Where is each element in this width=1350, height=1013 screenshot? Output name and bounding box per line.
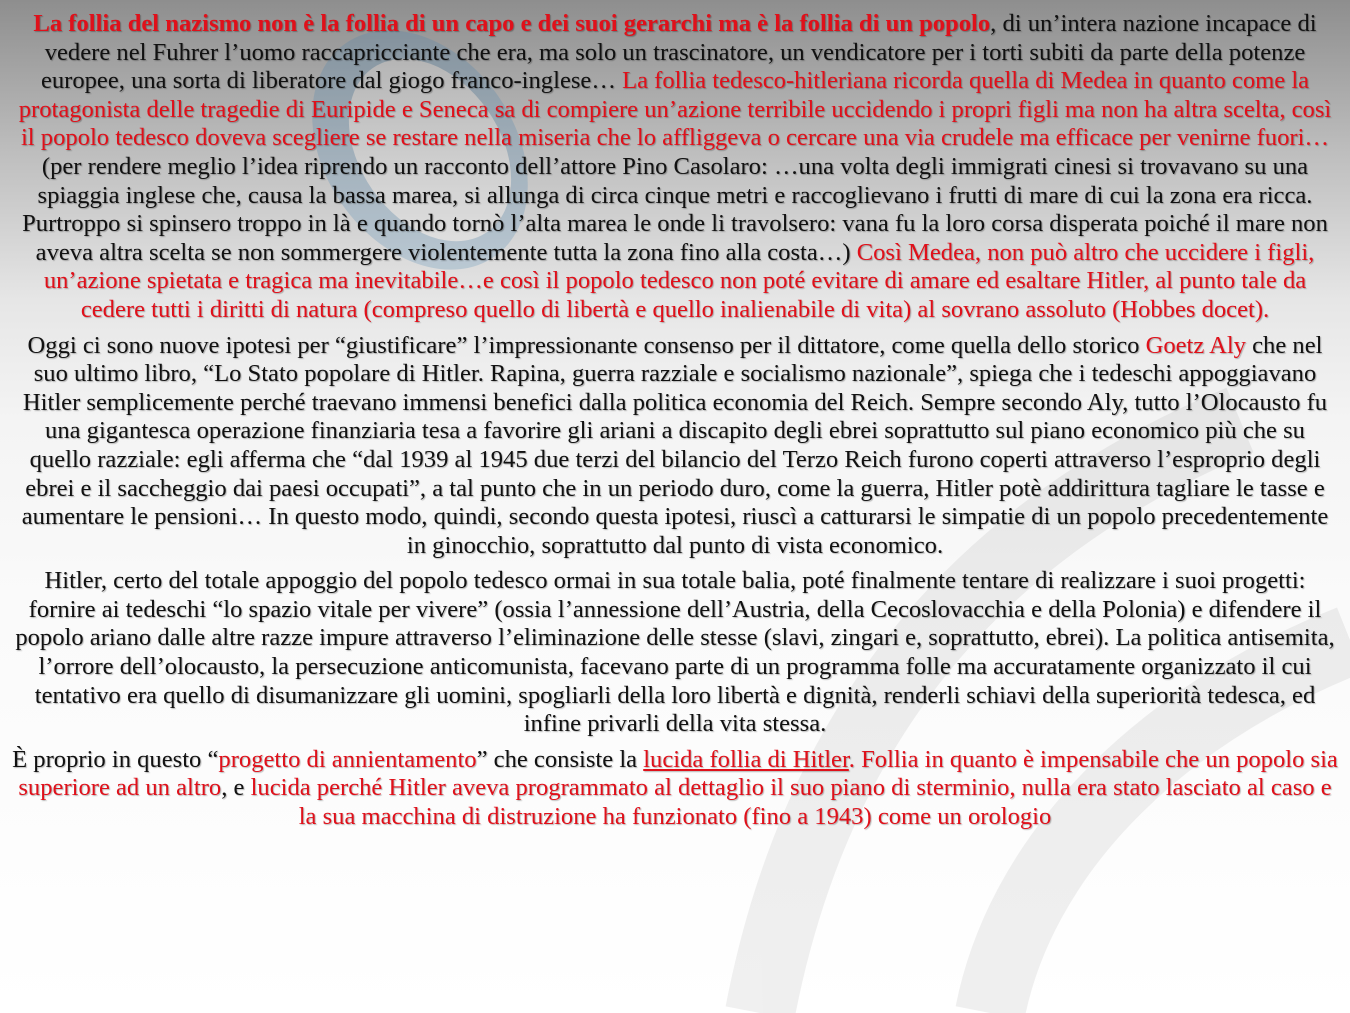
text-segment: , e — [221, 774, 251, 802]
highlight-lucid-madness: lucida follia di Hitler — [643, 745, 849, 773]
text-segment: Hitler, certo del totale appoggio del popolo tedesco ormai in sua totale balia, poté finalmente tentare di realizzare i suoi progetti: fornire ai tedeschi “lo spazio vitale per vivere” (ossia l’annessione dell’Austria, della Cecoslovacchia e della Polonia) e difendere il popolo ariano dalle altre razze impure attraverso l’eliminazione delle stesse (slavi, zingari e, soprattutto, ebrei). La politica antisemita, l’orrore dell’olocausto, la persecuzione anticomunista, facevano parte di un programma folle ma accuratamente organizzato il cui tentativo era quello di disumanizzare gli uomini, spogliarli della loro libertà e dignità, renderli schiavi della superiorità tedesca, ed infine privarli della vita stessa. — [15, 567, 1335, 738]
highlight-madness-explanation: . Follia in quanto è impensabile che un popolo sia superiore ad un altro — [18, 745, 1338, 802]
text-segment: Oggi ci sono nuove ipotesi per “giustificare” l’impressionante consenso per il dittatore, come quella dello storico — [27, 331, 1146, 359]
text-casolaro-anecdote: (per rendere meglio l’idea riprendo un racconto dell’attore Pino Casolaro: …una volta degli immigrati cinesi si trovavano su una spiaggia inglese che, causa la bassa marea, si allunga di circa cinque metri e raccoglievano i frutti di mare di cui la zona era ricca. Purtroppo si spinsero troppo in là e quando tornò l’alta marea le onde li travolsero: vana fu la loro corsa disperata poiché il mare non aveva altra scelta se non sommergere violentemente tutta la zona fino alla costa…) — [22, 152, 1328, 266]
paragraph-2 — [0, 332, 1350, 561]
text-segment: ” che consiste la — [476, 745, 644, 773]
slide-content — [0, 10, 1350, 839]
highlight-lucid-explanation: lucida perché Hitler aveva programmato al dettaglio il suo piano di sterminio, nulla era stato lasciato al caso e la sua macchina di distruzione ha funzionato (fino a 1943) come un orologio — [250, 774, 1332, 831]
text-segment: che nel suo ultimo libro, “Lo Stato popolare di Hitler. Rapina, guerra razziale e socialismo nazionale”, spiega che i tedeschi appoggiavano Hitler semplicemente perché traevano immensi benefici dalla politica economia del Reich. Sempre secondo Aly, tutto l’Olocausto fu una gigantesca operazione finanziaria tesa a favorire gli ariani a discapito degli ebrei soprattutto sul piano economico più che su quello razziale: egli afferma che “dal 1939 al 1945 due terzi del bilancio del Terzo Reich furono coperti attraverso l’esproprio degli ebrei e il saccheggio dai paesi occupati”, a tal punto che in un periodo duro, come la guerra, Hitler potè addirittura tagliare le tasse e aumentare le pensioni… In questo modo, quindi, secondo questa ipotesi, riuscì a catturarsi le simpatie di un popolo precedentemente in ginocchio, soprattutto dal punto di vista economico. — [21, 331, 1329, 559]
highlight-annihilation-project: progetto di annientamento — [218, 745, 477, 773]
highlight-nazism-madness: La follia del nazismo non è la follia di un capo e dei suoi gerarchi ma è la follia di un popolo — [33, 10, 991, 37]
highlight-medea-conclusion: Così Medea, non può altro che uccidere i figli, un’azione spietata e tragica ma inevitabile…e così il popolo tedesco non poté evitare di amare ed esaltare Hitler, al punto tale da cedere tutti i diritti di natura (compreso quello di libertà e quello inalienabile di vita) al sovrano assoluto (Hobbes docet). — [43, 238, 1315, 323]
paragraph-3 — [0, 567, 1350, 739]
text-segment: , di un’intera nazione incapace di vedere nel Fuhrer l’uomo raccapricciante che era, ma solo un trascinatore, un vendicatore per i torti subiti da parte della potenze europee, una sorta di liberatore dal giogo franco-inglese… — [40, 10, 1317, 95]
text-segment: È proprio in questo “ — [12, 745, 219, 773]
paragraph-1 — [0, 10, 1350, 325]
paragraph-4 — [0, 746, 1350, 832]
highlight-goetz-aly: Goetz Aly — [1145, 331, 1246, 359]
highlight-medea-comparison: La follia tedesco-hitleriana ricorda quella di Medea in quanto come la protagonista delle tragedie di Euripide e Seneca sa di compiere un’azione terribile uccidendo i propri figli ma non ha altra scelta, così il popolo tedesco doveva scegliere se restare nella miseria che lo affliggeva o cercare una via crudele ma efficace per venirne fuori… — [18, 67, 1332, 152]
